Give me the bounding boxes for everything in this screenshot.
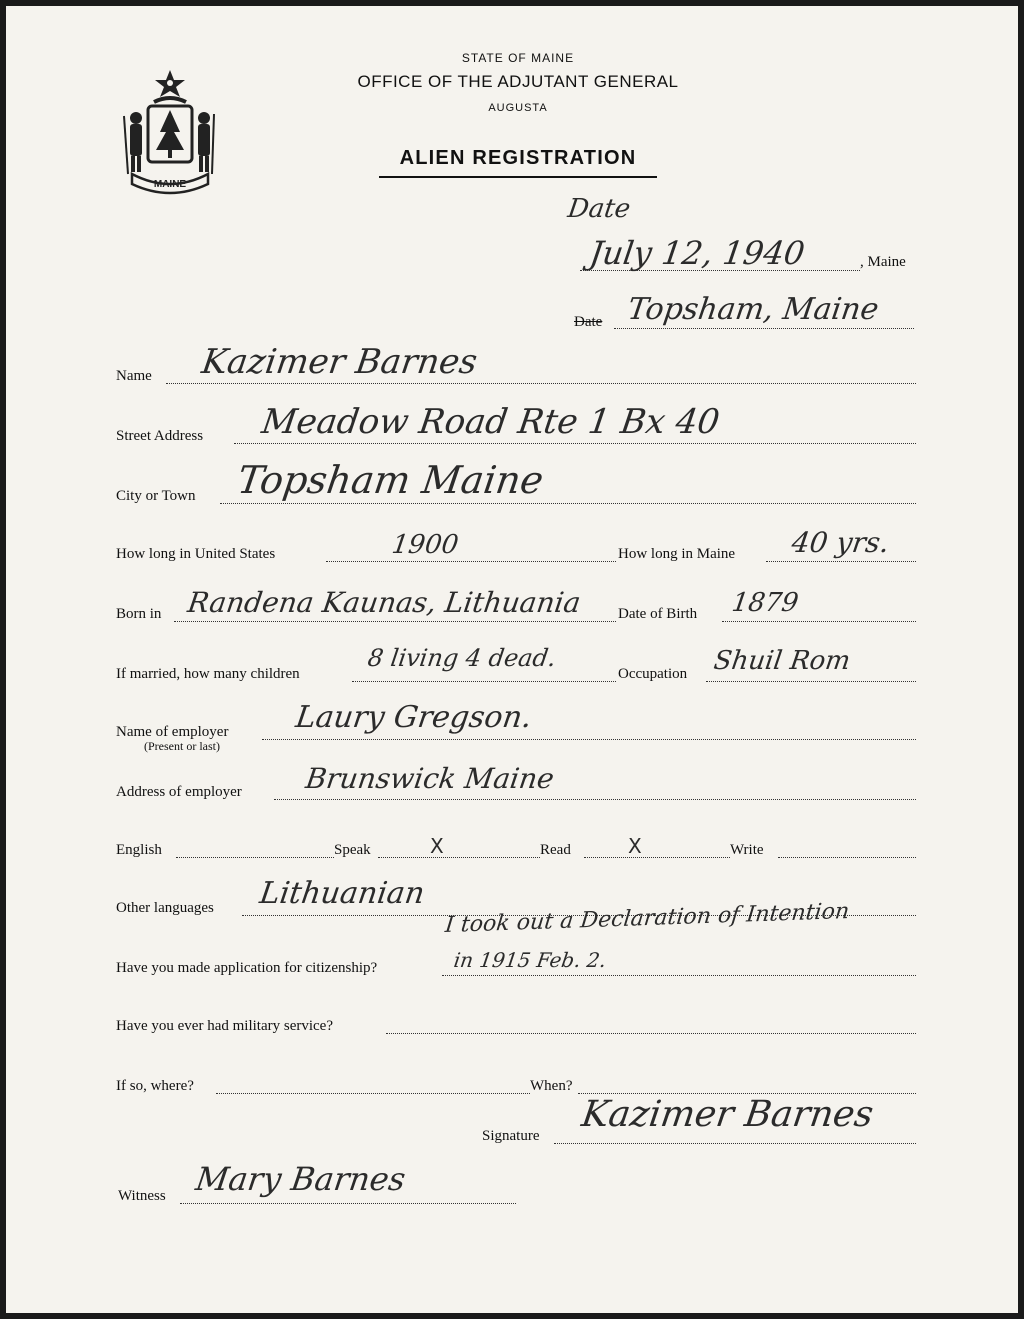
born-in-label: Born in — [116, 606, 162, 622]
write-label: Write — [730, 842, 764, 858]
married-dotted-line — [352, 681, 616, 682]
form-title: ALIEN REGISTRATION — [399, 147, 637, 169]
when-label: When? — [530, 1078, 573, 1094]
how-long-maine-handwritten: 40 yrs. — [789, 526, 892, 559]
seal-text: MAINE — [153, 179, 187, 190]
date-word-handwritten: Date — [565, 194, 633, 224]
read-dotted-line — [584, 857, 730, 858]
street-handwritten: Meadow Road Rte 1 Bx 40 — [259, 402, 722, 442]
signature-handwritten: Kazimer Barnes — [579, 1094, 876, 1135]
witness-dotted-line — [180, 1203, 516, 1204]
speak-label: Speak — [334, 842, 371, 858]
registration-form — [6, 6, 1018, 1313]
employer-label: Name of employer — [116, 724, 229, 740]
how-long-us-handwritten: 1900 — [389, 530, 461, 560]
city-label: City or Town — [116, 488, 196, 504]
dob-dotted-line — [722, 621, 916, 622]
military-dotted-line — [386, 1033, 916, 1034]
speak-x-mark: X — [430, 834, 444, 858]
employer-dotted-line — [262, 739, 916, 740]
employer-handwritten: Laury Gregson. — [293, 700, 535, 735]
street-dotted-line — [234, 443, 916, 444]
how-long-maine-dotted-line — [766, 561, 916, 562]
signature-label: Signature — [482, 1128, 540, 1144]
how-long-maine-label: How long in Maine — [618, 546, 736, 562]
employer-address-handwritten: Brunswick Maine — [303, 762, 557, 795]
read-x-mark: X — [628, 834, 642, 858]
english-dotted-line — [176, 857, 334, 858]
citizenship-note-handwritten: I took out a Declaration of Intention — [443, 898, 851, 939]
street-label: Street Address — [116, 428, 204, 444]
citizenship-handwritten: in 1915 Feb. 2. — [452, 948, 608, 972]
witness-handwritten: Mary Barnes — [193, 1160, 408, 1198]
other-languages-handwritten: Lithuanian — [257, 876, 427, 911]
header-office: OFFICE OF THE ADJUTANT GENERAL — [357, 72, 679, 91]
header-city: AUGUSTA — [488, 102, 548, 114]
header-state: STATE OF MAINE — [461, 51, 575, 65]
read-label: Read — [540, 842, 571, 858]
witness-label: Witness — [118, 1188, 166, 1204]
occupation-label: Occupation — [618, 666, 688, 682]
employer-note: (Present or last) — [144, 739, 220, 753]
place-dotted-line — [614, 328, 914, 329]
military-label: Have you ever had military service? — [116, 1018, 333, 1034]
city-handwritten: Topsham Maine — [234, 458, 547, 502]
born-in-handwritten: Randena Kaunas, Lithuania — [185, 586, 583, 619]
where-dotted-line — [216, 1093, 530, 1094]
where-label: If so, where? — [116, 1078, 194, 1094]
title-underline — [379, 176, 657, 178]
how-long-us-label: How long in United States — [116, 546, 276, 562]
how-long-us-dotted-line — [326, 561, 616, 562]
english-label: English — [116, 842, 162, 858]
married-label: If married, how many children — [116, 666, 300, 682]
other-languages-label: Other languages — [116, 900, 214, 916]
maine-label: , Maine — [860, 254, 906, 270]
place-label: Date — [574, 314, 603, 330]
place-handwritten: Topsham, Maine — [625, 292, 881, 327]
children-handwritten: 8 living 4 dead. — [366, 644, 558, 672]
employer-address-dotted-line — [274, 799, 916, 800]
name-handwritten: Kazimer Barnes — [199, 342, 480, 382]
occupation-handwritten: Shuil Rom — [711, 646, 853, 676]
dob-label: Date of Birth — [618, 606, 698, 622]
employer-address-label: Address of employer — [116, 784, 242, 800]
dob-handwritten: 1879 — [729, 588, 801, 618]
citizenship-label: Have you made application for citizenship? — [116, 960, 378, 976]
born-in-dotted-line — [174, 621, 616, 622]
occupation-dotted-line — [706, 681, 916, 682]
citizenship-dotted-line — [442, 975, 916, 976]
city-dotted-line — [220, 503, 916, 504]
speak-dotted-line — [378, 857, 540, 858]
name-dotted-line — [166, 383, 916, 384]
write-dotted-line — [778, 857, 916, 858]
maine-state-seal-icon — [114, 66, 226, 196]
name-label: Name — [116, 368, 152, 384]
date-value-handwritten: July 12, 1940 — [587, 234, 808, 272]
signature-dotted-line — [554, 1143, 916, 1144]
